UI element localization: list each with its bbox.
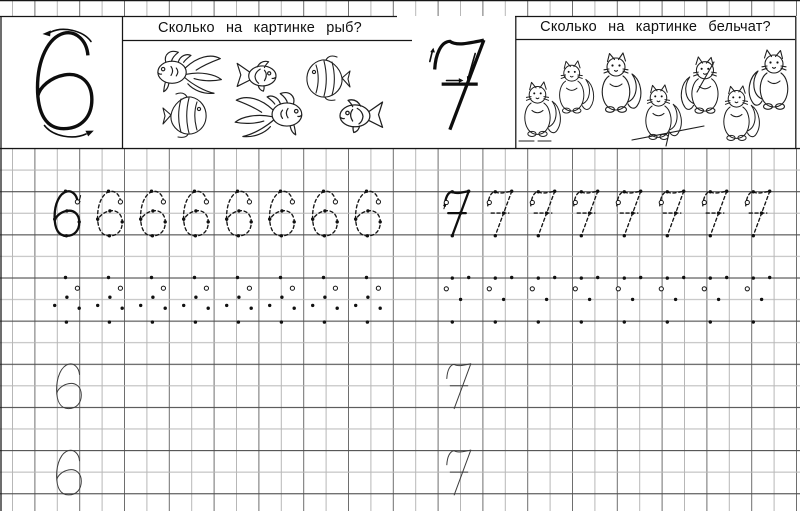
question-right: Сколько на картинке бельчат? (540, 18, 771, 35)
numeral-model-6 (38, 29, 94, 137)
fish-illustration (158, 51, 383, 137)
squirrel-illustration (519, 50, 788, 146)
numeral-model-7 (430, 40, 484, 130)
question-left: Сколько на картинке рыб? (158, 20, 362, 36)
